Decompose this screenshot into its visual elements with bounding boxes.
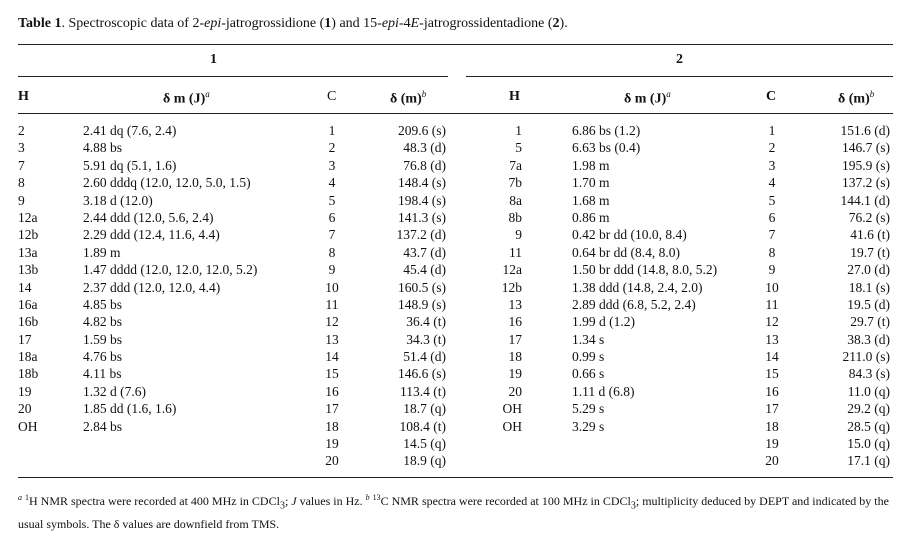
top-rule [18, 44, 893, 45]
h-shift-cell: 1.85 dd (1.6, 1.6) [83, 401, 177, 417]
footnote-mark: a [18, 493, 22, 502]
c-shift-cell: 160.5 (s) [398, 279, 446, 295]
c-cell: 4 [328, 175, 336, 191]
c-cell: 13 [325, 331, 339, 347]
footnote-text: C NMR spectra were recorded at 100 MHz in CDCl [380, 494, 631, 508]
footnote-mark: a [205, 89, 210, 99]
h-cell: 7b [508, 175, 522, 191]
c-shift-cell: 17.1 (q) [847, 453, 890, 469]
h-shift-cell: 1.59 bs [83, 331, 123, 347]
c-shift-cell: 137.2 (d) [396, 227, 446, 243]
c-cell: 18 [765, 418, 779, 434]
c-shift-cell: 108.4 (t) [399, 418, 446, 434]
caption-text: epi [204, 16, 222, 31]
c-shift-cell: 19.7 (t) [850, 244, 890, 260]
c-shift-cell: 27.0 (d) [847, 262, 890, 278]
c-shift-cell: 45.4 (d) [403, 262, 446, 278]
header-c-label: C [327, 89, 337, 104]
table-footnote [18, 489, 893, 533]
c-cell: 15 [765, 366, 779, 382]
c-cell: 3 [328, 157, 336, 173]
c-shift-cell: 15.0 (q) [847, 436, 890, 452]
c-shift-cell: 209.6 (s) [398, 123, 446, 138]
footnote-text: ; [284, 494, 292, 508]
c-cell: 4 [768, 175, 776, 191]
c-shift-cell: 137.2 (s) [842, 175, 890, 191]
header-delta-m-1 [390, 89, 426, 108]
header-rule [18, 113, 893, 114]
h-cell: 13 [508, 296, 522, 312]
caption-text: -4 [398, 16, 411, 31]
compound-1-c-shift-column [360, 122, 446, 470]
c-shift-cell: 48.3 (d) [403, 140, 446, 156]
footnote-mark: b [869, 89, 875, 99]
compound-2-c-column [758, 122, 786, 470]
h-cell: 1 [515, 123, 522, 138]
c-shift-cell: 113.4 (t) [400, 383, 446, 399]
group-header-compound-1: 1 [210, 52, 217, 67]
h-shift-cell: 1.50 br ddd (14.8, 8.0, 5.2) [572, 262, 718, 278]
c-shift-cell: 195.9 (s) [842, 157, 890, 173]
c-cell: 17 [765, 401, 779, 417]
c-cell: 16 [325, 383, 339, 399]
header-delta-m-j-1 [163, 89, 210, 108]
h-cell: 13a [18, 244, 38, 260]
c-shift-cell: 141.3 (s) [398, 209, 446, 225]
c-cell: 1 [328, 123, 336, 138]
h-cell: 19 [18, 383, 32, 399]
c-shift-cell: 18.1 (s) [848, 279, 890, 295]
c-cell: 11 [325, 296, 339, 312]
compound-2-h-shift-column [572, 122, 772, 435]
compound-1-h-shift-column [83, 122, 323, 435]
caption-text: . Spectroscopic data of 2- [61, 16, 205, 31]
h-cell: 8a [509, 192, 522, 208]
h-shift-cell: 5.91 dq (5.1, 1.6) [83, 157, 177, 173]
h-shift-cell: 0.42 br dd (10.0, 8.4) [572, 227, 687, 243]
c-cell: 2 [768, 140, 776, 156]
h-shift-cell: 1.99 d (1.2) [572, 314, 635, 330]
header-h-label: H [18, 89, 29, 104]
c-cell: 18 [325, 418, 339, 434]
caption-label: Table 1 [18, 16, 62, 31]
c-cell: 9 [328, 262, 336, 278]
h-cell: 12a [18, 209, 38, 225]
c-shift-cell: 29.2 (q) [847, 401, 890, 417]
group-rule-1 [18, 76, 448, 77]
c-shift-cell: 146.7 (s) [842, 140, 890, 156]
caption-compound-number: 1 [324, 16, 332, 31]
header-c-2 [766, 89, 776, 105]
h-cell: 8 [18, 175, 25, 191]
c-shift-cell: 151.6 (d) [840, 123, 890, 138]
h-shift-cell: 2.44 ddd (12.0, 5.6, 2.4) [83, 209, 214, 225]
c-cell: 2 [328, 140, 336, 156]
h-cell: 20 [18, 401, 32, 417]
h-shift-cell: 0.64 br dd (8.4, 8.0) [572, 244, 680, 260]
h-shift-cell: 2.29 ddd (12.4, 11.6, 4.4) [83, 227, 220, 243]
c-cell: 13 [765, 331, 779, 347]
h-cell: 18a [18, 349, 38, 365]
group-header-compound-2: 2 [676, 52, 683, 67]
h-shift-cell: 1.32 d (7.6) [83, 383, 146, 399]
h-shift-cell: 4.85 bs [83, 296, 123, 312]
c-cell: 6 [768, 209, 776, 225]
h-shift-cell: 4.76 bs [83, 349, 123, 365]
h-shift-cell: 3.18 d (12.0) [83, 192, 153, 208]
compound-1-h-column [18, 122, 78, 435]
c-shift-cell: 28.5 (q) [847, 418, 890, 434]
h-cell: 18 [508, 349, 522, 365]
header-h-label: H [509, 89, 520, 104]
c-shift-cell: 34.3 (t) [406, 331, 446, 347]
c-cell: 20 [325, 453, 339, 469]
c-shift-cell: 51.4 (d) [403, 349, 446, 365]
c-shift-cell: 211.0 (s) [842, 349, 890, 365]
h-cell: 2 [18, 123, 25, 138]
h-cell: 9 [515, 227, 522, 243]
h-cell: 17 [508, 331, 522, 347]
h-shift-cell: 5.29 s [572, 401, 605, 417]
header-delta-m-j-2 [624, 89, 671, 108]
c-cell: 7 [328, 227, 336, 243]
c-shift-cell: 41.6 (t) [850, 227, 890, 243]
c-cell: 5 [768, 192, 776, 208]
c-cell: 10 [325, 279, 339, 295]
c-cell: 8 [768, 244, 776, 260]
caption-compound-number: 2 [552, 16, 560, 31]
c-cell: 3 [768, 157, 776, 173]
c-shift-cell: 36.4 (t) [406, 314, 446, 330]
compound-2-h-column [488, 122, 522, 435]
header-c-1 [327, 89, 336, 105]
h-shift-cell: 6.63 bs (0.4) [572, 140, 641, 156]
c-shift-cell: 76.8 (d) [403, 157, 446, 173]
c-shift-cell: 146.6 (s) [398, 366, 446, 382]
h-shift-cell: 1.89 m [83, 244, 121, 260]
c-shift-cell: 11.0 (q) [847, 383, 890, 399]
footnote-mark: a [666, 89, 671, 99]
h-shift-cell: 0.99 s [572, 349, 605, 365]
header-h-2 [509, 89, 520, 105]
footnote-text: values in Hz. [296, 494, 366, 508]
h-cell: 12b [501, 279, 522, 295]
h-cell: 18b [18, 366, 39, 382]
h-shift-cell: 4.11 bs [83, 366, 122, 382]
c-cell: 19 [765, 436, 779, 452]
h-cell: 14 [18, 279, 32, 295]
c-shift-cell: 19.5 (d) [847, 296, 890, 312]
h-shift-cell: 4.82 bs [83, 314, 123, 330]
h-shift-cell: 2.84 bs [83, 418, 123, 434]
h-cell: 7 [18, 157, 25, 173]
c-shift-cell: 198.4 (s) [398, 192, 446, 208]
footnote-mark: b [421, 89, 427, 99]
c-cell: 12 [325, 314, 339, 330]
c-shift-cell: 14.5 (q) [403, 436, 446, 452]
c-cell: 12 [765, 314, 779, 330]
c-shift-cell: 148.4 (s) [398, 175, 446, 191]
c-shift-cell: 38.3 (d) [847, 331, 890, 347]
c-cell: 6 [328, 209, 336, 225]
footnote-text: 13 [372, 493, 381, 502]
c-cell: 10 [765, 279, 779, 295]
h-shift-cell: 2.60 dddq (12.0, 12.0, 5.0, 1.5) [83, 175, 251, 191]
h-shift-cell: 1.70 m [572, 175, 610, 191]
h-cell: 8b [508, 209, 522, 225]
header-label: δ (m) [838, 91, 870, 107]
h-cell: 12b [18, 227, 39, 243]
c-cell: 11 [765, 296, 779, 312]
header-c-label: C [766, 89, 777, 104]
h-shift-cell: 1.68 m [572, 192, 610, 208]
c-cell: 14 [765, 349, 779, 365]
header-label: δ m (J) [624, 91, 667, 107]
caption-text: ). [559, 16, 568, 31]
h-shift-cell: 1.98 m [572, 157, 610, 173]
footnote-text: J [291, 494, 297, 508]
footnote-text: 3 [630, 500, 636, 512]
h-cell: 7a [509, 157, 522, 173]
header-label: δ (m) [390, 91, 422, 107]
table-caption [18, 16, 568, 32]
h-cell: 20 [508, 383, 522, 399]
footnote-text: H NMR spectra were recorded at 400 MHz in CDCl [29, 494, 280, 508]
h-cell: 13b [18, 262, 39, 278]
h-cell: 19 [508, 366, 522, 382]
h-shift-cell: 0.66 s [572, 366, 605, 382]
h-shift-cell: 0.86 m [572, 209, 610, 225]
h-cell: 3 [18, 140, 25, 156]
h-cell: 12a [502, 262, 522, 278]
c-cell: 17 [325, 401, 339, 417]
h-shift-cell: 3.29 s [572, 418, 605, 434]
h-cell: OH [18, 418, 38, 434]
caption-text: epi [381, 16, 399, 31]
c-shift-cell: 84.3 (s) [848, 366, 890, 382]
h-cell: 11 [509, 244, 522, 260]
c-cell: 5 [328, 192, 336, 208]
caption-text: -jatrogrossidentadione ( [419, 16, 553, 31]
h-shift-cell: 2.37 ddd (12.0, 12.0, 4.4) [83, 279, 221, 295]
footnote-mark: b [365, 493, 370, 502]
c-shift-cell: 43.7 (d) [403, 244, 446, 260]
c-shift-cell: 76.2 (s) [848, 209, 890, 225]
c-shift-cell: 148.9 (s) [398, 296, 446, 312]
header-delta-m-2 [838, 89, 874, 108]
footnote-text: ; multiplicity deduced by DEPT and indicated by the usual symbols. The δ values are downfield from TMS. [18, 494, 889, 532]
caption-text: E [410, 16, 420, 31]
bottom-rule [18, 477, 893, 478]
c-shift-cell: 18.9 (q) [403, 453, 446, 469]
footnote-text: 3 [279, 500, 285, 512]
c-shift-cell: 144.1 (d) [840, 192, 890, 208]
h-cell: 5 [515, 140, 522, 156]
c-cell: 15 [325, 366, 339, 382]
c-shift-cell: 18.7 (q) [403, 401, 446, 417]
h-shift-cell: 1.47 dddd (12.0, 12.0, 12.0, 5.2) [83, 262, 258, 278]
h-shift-cell: 6.86 bs (1.2) [572, 123, 641, 138]
c-cell: 14 [325, 349, 339, 365]
footnote-text: 1 [25, 493, 29, 502]
h-cell: 9 [18, 192, 25, 208]
h-shift-cell: 1.11 d (6.8) [572, 383, 635, 399]
c-cell: 1 [768, 123, 776, 138]
h-cell: OH [502, 401, 522, 417]
h-cell: 16a [18, 296, 38, 312]
c-cell: 19 [325, 436, 339, 452]
header-h-1 [18, 89, 29, 105]
header-label: δ m (J) [163, 91, 206, 107]
caption-text: ) and 15- [331, 16, 382, 31]
c-cell: 20 [765, 453, 779, 469]
compound-2-c-shift-column [800, 122, 890, 470]
h-cell: 17 [18, 331, 32, 347]
h-cell: 16b [18, 314, 39, 330]
h-shift-cell: 1.34 s [572, 331, 605, 347]
h-shift-cell: 2.89 ddd (6.8, 5.2, 2.4) [572, 296, 696, 312]
c-cell: 16 [765, 383, 779, 399]
h-cell: OH [502, 418, 522, 434]
group-rule-2 [466, 76, 893, 77]
c-cell: 8 [328, 244, 336, 260]
compound-1-c-column [318, 122, 346, 470]
h-shift-cell: 2.41 dq (7.6, 2.4) [83, 123, 177, 138]
c-cell: 7 [768, 227, 776, 243]
h-shift-cell: 1.38 ddd (14.8, 2.4, 2.0) [572, 279, 703, 295]
c-shift-cell: 29.7 (t) [850, 314, 890, 330]
caption-text: -jatrogrossidione ( [221, 16, 325, 31]
c-cell: 9 [768, 262, 776, 278]
h-shift-cell: 4.88 bs [83, 140, 123, 156]
h-cell: 16 [508, 314, 522, 330]
